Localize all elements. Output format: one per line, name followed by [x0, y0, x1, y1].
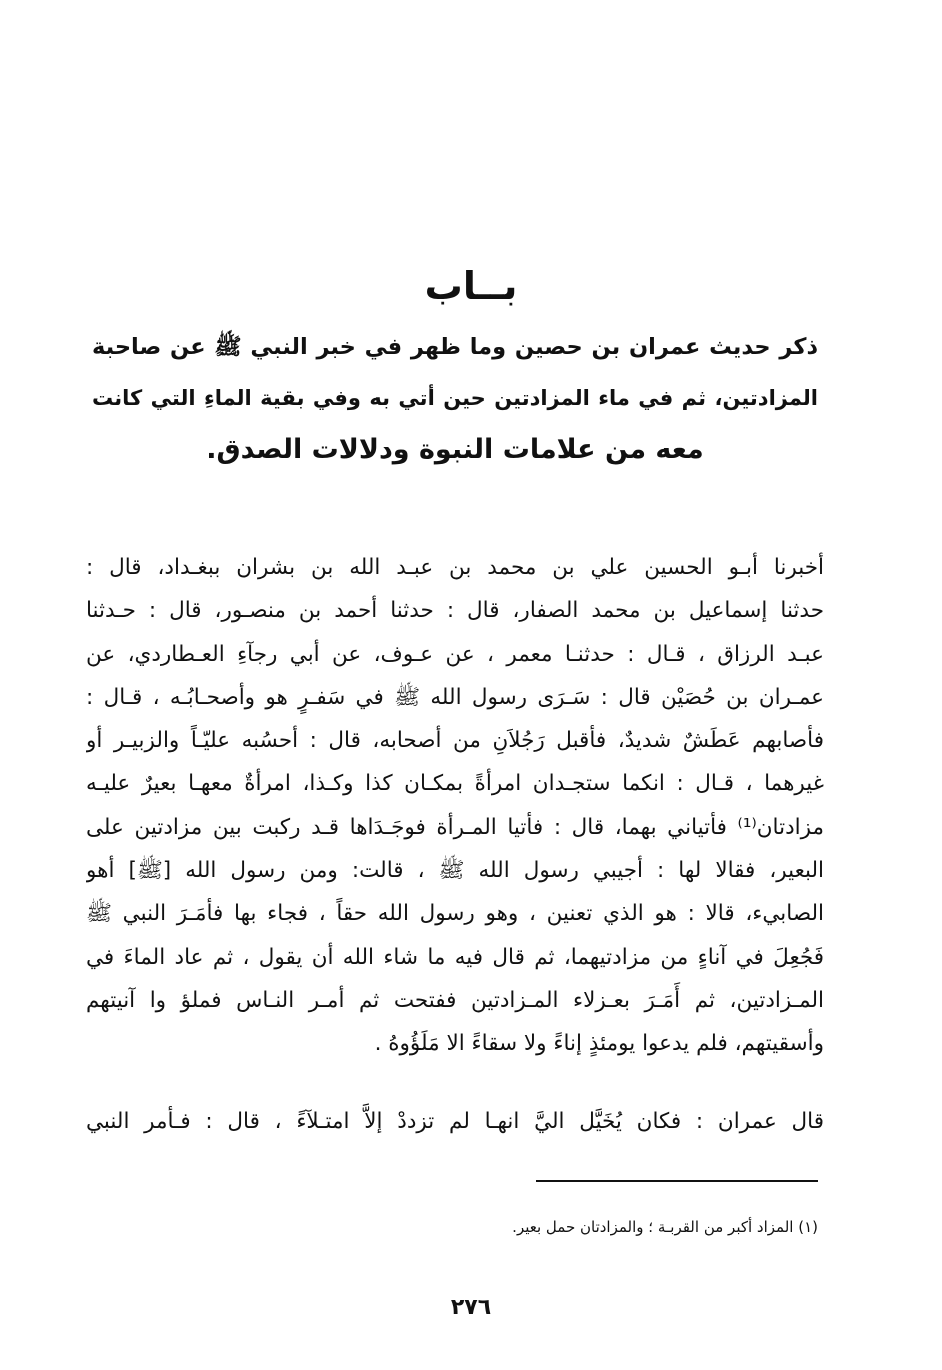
second-paragraph [86, 1100, 824, 1143]
chapter-word: بــاب [424, 264, 518, 308]
text-line: عبـد الرزاق ، قـال : حدثنـا معمر ، عن عـوف، عن أبي رجآءِ العـطاردي، عن [86, 641, 824, 667]
text-line: قال عمران : فكان يُخَيَّل اليَّ انهـا لم تزددْ إلاَّ امتـلآءً ، قال : فـأمر النبي [86, 1109, 824, 1134]
text-line: أخبرنا أبـو الحسين علي بن محمد بن عبـد الله بن بشران ببغـداد، قال : [86, 555, 824, 580]
heading-line: معه من علامات النبوة ودلالات الصدق. [206, 434, 704, 465]
text-line: المـزادتين، ثم أَمَـرَ بعـزلاء المـزادتين ففتحت ثم أمـر النـاس فملؤ وا آنيتهم [86, 987, 824, 1013]
heading-line: المزادتين، ثم في ماء المزادتين حين أتي به وفي بقية الماءِ التي كانت [92, 386, 818, 410]
text-line: عمـران بن حُصَيْن قال : سَـرَى رسول الله ﷺ في سَفـرٍ هو وأصحـابُـه ، قـال : [86, 684, 824, 710]
text-line: فأصابهم عَطَشٌ شديدٌ، فأقبل رَجُلاَنِ من أصحابه، قال : أحسُبه عليّـاً والزبيـر أو [86, 728, 824, 754]
main-paragraph [86, 546, 824, 1066]
text-line: وأسقيتهم، فلم يدعوا يومئذٍ إناءً ولا سقاءً الا مَلَؤُوهُ . [374, 1031, 824, 1057]
chapter-heading [92, 322, 818, 475]
text-line: الصابيء، قالا : هو الذي تعنين ، وهو رسول الله حقاً ، فجاء بها فأمَـرَ النبي ﷺ [86, 901, 824, 927]
text-line: غيرهما ، قـال : انكما ستجـدان امرأةً بمكـان كذا وكـذا، امرأةٌ معهـا بعيرٌ عليـه [86, 771, 824, 797]
heading-line: ذكر حديث عمران بن حصين وما ظهر في خبر النبي ﷺ عن صاحبة [92, 334, 818, 360]
text-line: فَجُعِلَ في آناءٍ من مزادتيهما، ثم قال فيه ما شاء الله أن يقول ، ثم عاد الماءَ في [86, 944, 824, 970]
footnote: (١) المزاد أكبر من القربـة ؛ والمزادتان حمل بعير. [512, 1218, 818, 1236]
text-line: البعير، فقالا لها : أجيبي رسول الله ﷺ ، قالت: ومن رسول الله [ﷺ] أهو [86, 858, 824, 884]
text-line: حدثنا إسماعيل بن محمد الصفار، قال : حدثنا أحمد بن منصـور، قال : حـدثنا [86, 598, 824, 624]
page-number: ٢٧٦ [450, 1295, 492, 1320]
text-line: مزادتان⁽¹⁾ فأتياني بهما، قال : فأتيا المـرأة فوجَـدَاها قـد ركبت بين مزادتين على [86, 814, 824, 840]
footnote-separator [536, 1180, 818, 1182]
